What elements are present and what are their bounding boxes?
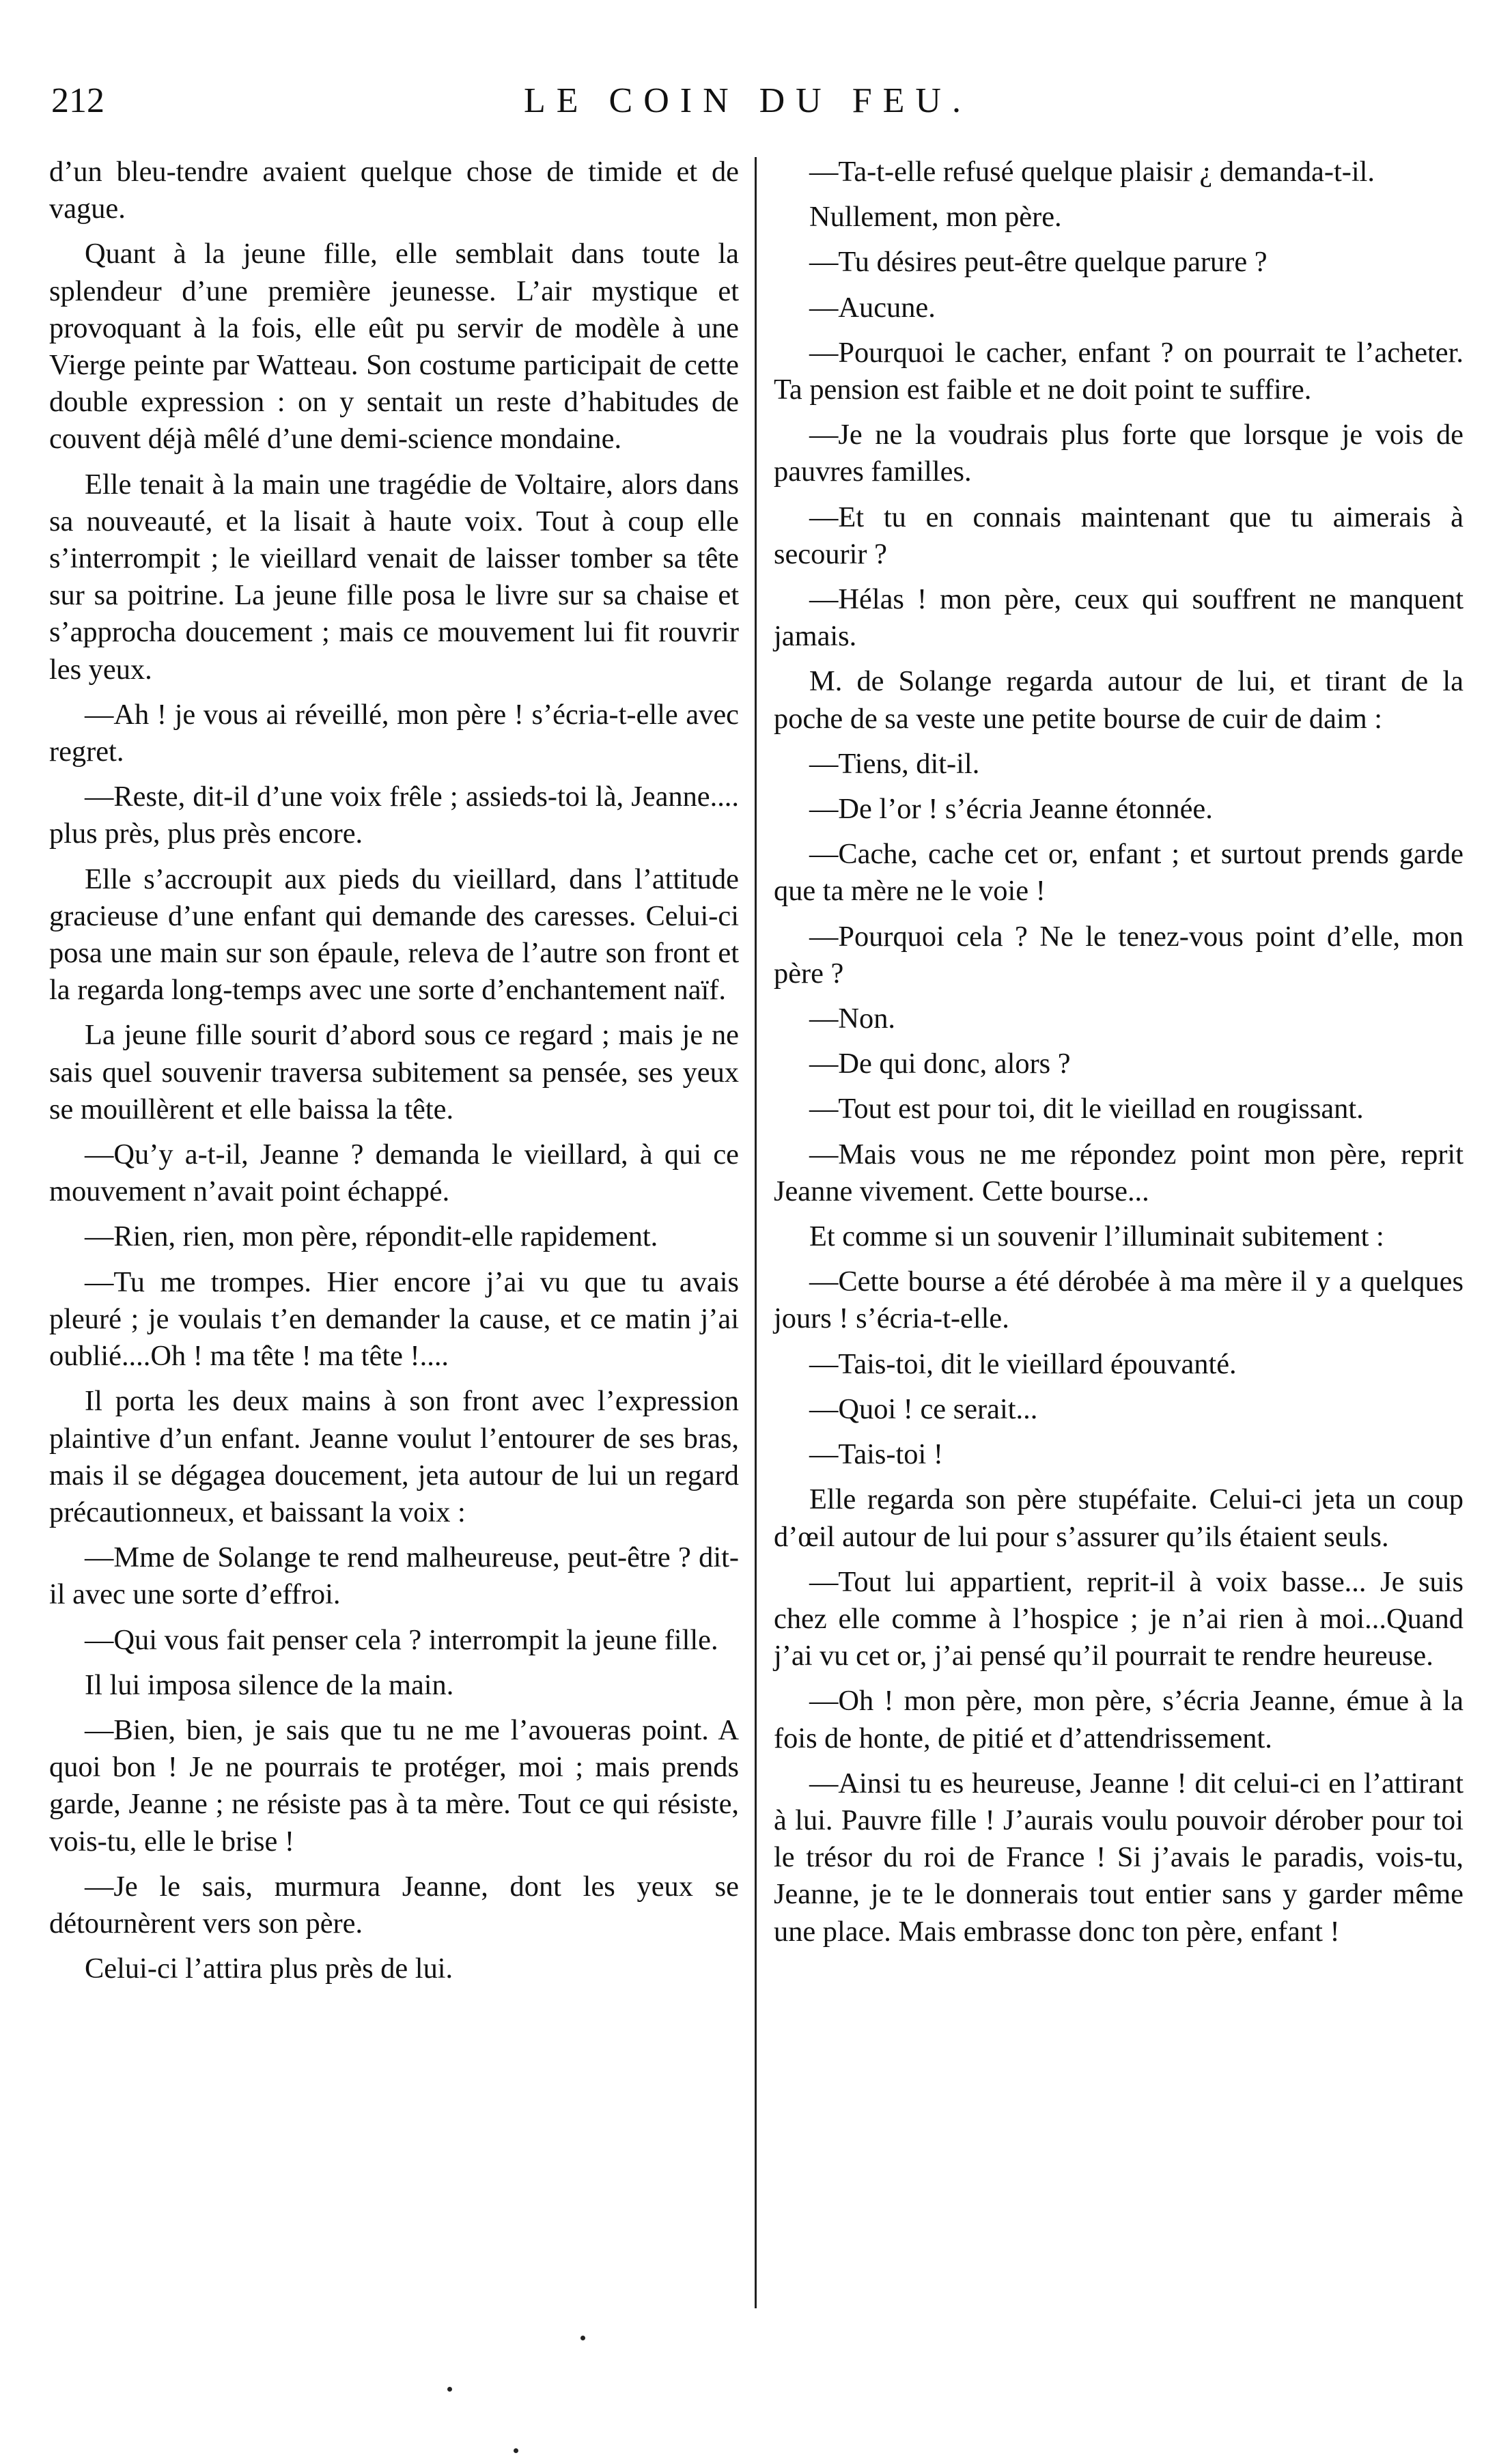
paragraph: —Tais-toi, dit le vieillard épouvanté. — [809, 1347, 1237, 1380]
paragraph: —Tiens, dit-il. — [809, 747, 980, 780]
paragraph: Il lui imposa silence de la main. — [85, 1668, 454, 1701]
paragraph: —Reste, dit-il d’une voix frêle ; assieds-toi là, Jeanne.... plus près, plus près encore. — [49, 781, 739, 850]
running-title: LE COIN DU FEU. — [524, 81, 972, 120]
paragraph: Elle regarda son père stupéfaite. Celui-ci jeta un coup d’œil autour de lui pour s’assurer qu’ils étaient seuls. — [774, 1483, 1464, 1553]
paragraph: —Pourquoi cela ? Ne le tenez-vous point d’elle, mon père ? — [774, 920, 1464, 990]
ink-speck — [447, 2387, 452, 2392]
paragraph: —Et tu en connais maintenant que tu aimerais à secourir ? — [774, 501, 1464, 570]
ink-speck — [514, 2448, 518, 2453]
paragraph: —De l’or ! s’écria Jeanne étonnée. — [809, 793, 1213, 826]
paragraph: d’un bleu-tendre avaient quelque chose de timide et de vague. — [49, 156, 739, 225]
left-column — [49, 154, 739, 1996]
paragraph: —De qui donc, alors ? — [809, 1048, 1071, 1080]
paragraph: —Cette bourse a été dérobée à ma mère il y a quelques jours ! s’écria-t-elle. — [774, 1265, 1464, 1335]
paragraph: —Qu’y a-t-il, Jeanne ? demanda le vieillard, à qui ce mouvement n’avait point échappé. — [49, 1138, 739, 1208]
paragraph: —Ainsi tu es heureuse, Jeanne ! dit celui-ci en l’attirant à lui. Pauvre fille ! J’aurais voulu pouvoir dérober pour toi le trésor du roi de France ! Si j’avais le paradis, vois-tu, Jeanne, je te le donnerais tout entier sans y garder même une place. Mais embrasse donc ton père, enfant ! — [774, 1767, 1464, 1948]
paragraph: —Oh ! mon père, mon père, s’écria Jeanne, émue à la fois de honte, de pitié et d’attendrissement. — [774, 1685, 1464, 1754]
paragraph: Elle tenait à la main une tragédie de Voltaire, alors dans sa nouveauté, et la lisait à haute voix. Tout à coup elle s’interrompit ; le vieillard venait de laisser tomber sa tête sur sa poitrine. La jeune fille posa le livre sur sa chaise et s’approcha doucement ; mais ce mouvement lui fit rouvrir les yeux. — [49, 468, 739, 686]
paragraph: —Cache, cache cet or, enfant ; et surtout prends garde que ta mère ne le voie ! — [774, 838, 1464, 908]
page-number: 212 — [51, 81, 104, 120]
column-divider — [755, 157, 757, 2308]
paragraph: —Qui vous fait penser cela ? interrompit la jeune fille. — [85, 1623, 718, 1656]
paragraph: Elle s’accroupit aux pieds du vieillard, dans l’attitude gracieuse d’une enfant qui demande des caresses. Celui-ci posa une main sur son épaule, releva de l’autre son front et la regarda long-temps avec une sorte d’enchantement naïf. — [49, 863, 739, 1007]
paragraph: —Je le sais, murmura Jeanne, dont les yeux se détournèrent vers son père. — [49, 1870, 739, 1940]
paragraph: Il porta les deux mains à son front avec l’expression plaintive d’un enfant. Jeanne voulut l’entourer de ses bras, mais il se dégagea doucement, jeta autour de lui un regard précautionneux, et baissant la voix : — [49, 1385, 739, 1528]
paragraph: —Tu désires peut-être quelque parure ? — [809, 246, 1268, 279]
page-header — [51, 81, 1444, 142]
paragraph: La jeune fille sourit d’abord sous ce regard ; mais je ne sais quel souvenir traversa subitement sa pensée, ses yeux se mouillèrent et elle baissa la tête. — [49, 1019, 739, 1125]
paragraph: —Ah ! je vous ai réveillé, mon père ! s’écria-t-elle avec regret. — [49, 698, 739, 768]
paragraph: —Pourquoi le cacher, enfant ? on pourrait te l’acheter. Ta pension est faible et ne doit point te suffire. — [774, 336, 1464, 406]
paragraph: —Quoi ! ce serait... — [809, 1392, 1038, 1425]
paragraph: —Mais vous ne me répondez point mon père, reprit Jeanne vivement. Cette bourse... — [774, 1138, 1464, 1207]
paragraph: —Non. — [809, 1003, 895, 1035]
paragraph: Celui-ci l’attira plus près de lui. — [85, 1952, 453, 1985]
right-column — [774, 154, 1464, 1959]
paragraph: —Hélas ! mon père, ceux qui souffrent ne manquent jamais. — [774, 583, 1464, 653]
paragraph: —Bien, bien, je sais que tu ne me l’avoueras point. A quoi bon ! Je ne pourrais te protéger, moi ; mais prends garde, Jeanne ; ne résiste pas à ta mère. Tout ce qui résiste, vois-tu, elle le brise ! — [49, 1713, 739, 1858]
paragraph: —Rien, rien, mon père, répondit-elle rapidement. — [85, 1220, 658, 1253]
paragraph: —Tout lui appartient, reprit-il à voix basse... Je suis chez elle comme à l’hospice ; je n’ai rien à moi...Quand j’ai vu cet or, j’ai pensé qu’il pourrait te rendre heureuse. — [774, 1565, 1464, 1672]
paragraph: Et comme si un souvenir l’illuminait subitement : — [809, 1220, 1384, 1253]
ink-speck — [580, 2336, 585, 2340]
paragraph: —Tout est pour toi, dit le vieillad en rougissant. — [809, 1093, 1364, 1125]
paragraph: M. de Solange regarda autour de lui, et tirant de la poche de sa veste une petite bourse de cuir de daim : — [774, 665, 1464, 735]
paragraph: —Tu me trompes. Hier encore j’ai vu que tu avais pleuré ; je voulais t’en demander la cause, et ce matin j’ai oublié....Oh ! ma tête ! ma tête !.... — [49, 1265, 739, 1373]
paragraph: —Ta-t-elle refusé quelque plaisir ¿ demanda-t-il. — [809, 156, 1375, 188]
paragraph: Quant à la jeune fille, elle semblait dans toute la splendeur d’une première jeunesse. L’air mystique et provoquant à la fois, elle eût pu servir de modèle à une Vierge peinte par Watteau. Son costume participait de cette double expression : on y sentait un reste d’habitudes de couvent déjà mêlé d’une demi-science mondaine. — [49, 238, 739, 456]
paragraph: —Mme de Solange te rend malheureuse, peut-être ? dit-il avec une sorte d’effroi. — [49, 1541, 739, 1611]
paragraph: —Aucune. — [809, 291, 936, 324]
paragraph: —Je ne la voudrais plus forte que lorsque je vois de pauvres familles. — [774, 419, 1464, 488]
paragraph: Nullement, mon père. — [809, 201, 1062, 234]
paragraph: —Tais-toi ! — [809, 1438, 943, 1471]
